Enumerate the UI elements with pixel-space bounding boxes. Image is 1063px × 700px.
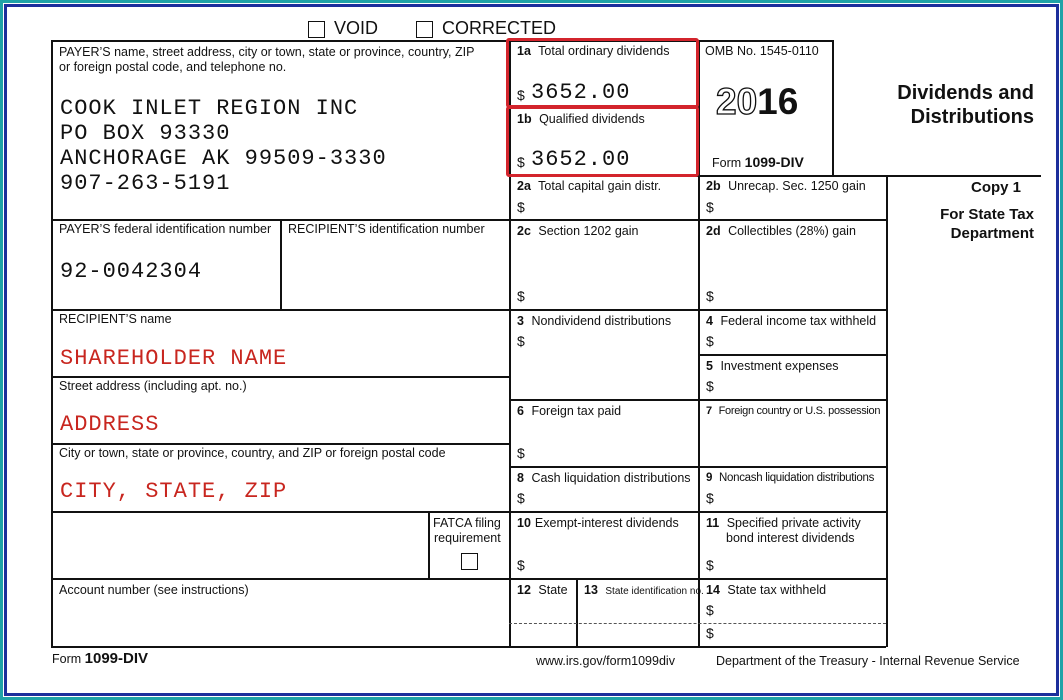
street-address-label: Street address (including apt. no.) [59, 379, 247, 393]
divider-h-511-right [509, 511, 886, 513]
box-14-dollar-1: $ [706, 602, 714, 618]
city-label: City or town, state or province, country, and ZIP or foreign postal code [59, 446, 446, 460]
corrected-label: CORRECTED [442, 18, 557, 38]
fatca-label-line1: FATCA filing [433, 516, 501, 530]
box-3-label: 3 Nondividend distributions [517, 314, 672, 328]
divider-h-399 [509, 399, 886, 401]
recipient-name-label: RECIPIENT’S name [59, 312, 172, 326]
payer-name: COOK INLET REGION INC [60, 96, 359, 121]
payer-label-line1: PAYER’S name, street address, city or town, state or province, country, ZIP [59, 45, 475, 59]
box-1b-highlight [506, 106, 699, 177]
divider-omb-right [832, 40, 834, 175]
form-title-line2: Distributions [910, 106, 1034, 128]
payer-phone: 907-263-5191 [60, 171, 231, 196]
footer-department: Department of the Treasury - Internal Revenue Service [716, 654, 1020, 668]
corrected-checkbox[interactable] [416, 21, 433, 38]
form-top-border [51, 40, 833, 42]
payer-tin-value: 92-0042304 [60, 259, 203, 284]
box-2a-label: 2a Total capital gain distr. [517, 179, 662, 193]
box-1a-highlight [506, 38, 699, 108]
box-5-label: 5 Investment expenses [706, 359, 839, 373]
divider-tin [280, 219, 282, 310]
box-4-label: 4 Federal income tax withheld [706, 314, 877, 328]
divider-12-13 [576, 578, 578, 647]
payer-tin-label: PAYER’S federal identification number [59, 222, 272, 236]
box-6-label: 6 Foreign tax paid [517, 404, 622, 418]
copy-line1: For State Tax [940, 206, 1034, 223]
box-1a-label: 1a Total ordinary dividends [517, 44, 670, 58]
account-label: Account number (see instructions) [59, 583, 249, 597]
box-1a-dollar: $ [517, 87, 525, 103]
fatca-checkbox[interactable] [461, 553, 478, 570]
form-title-line1: Dividends and [897, 82, 1034, 104]
copy-description [940, 205, 1034, 243]
divider-h-376-left [51, 376, 510, 378]
omb-number: OMB No. 1545-0110 [705, 44, 819, 58]
copy-title: Copy 1 [970, 179, 1021, 196]
divider-h-511-left [51, 511, 510, 513]
box-14-dollar-2: $ [706, 625, 714, 641]
box-2d-label: 2d Collectibles (28%) gain [706, 224, 856, 238]
divider-h-219-right [509, 219, 886, 221]
box-10-dollar: $ [517, 557, 525, 573]
form-bottom-border [51, 646, 886, 648]
box-10-label: 10 Exempt-interest dividends [517, 516, 679, 530]
box-3-dollar: $ [517, 333, 525, 349]
divider-h-309-right [509, 309, 886, 311]
box-8-dollar: $ [517, 490, 525, 506]
dashed-divider [509, 623, 886, 624]
city-value: CITY, STATE, ZIP [60, 479, 288, 504]
box-7-label: 7 Foreign country or U.S. possession [706, 405, 881, 417]
divider-h-354 [698, 354, 886, 356]
box-2c-label: 2c Section 1202 gain [517, 224, 639, 238]
box-2d-dollar: $ [706, 288, 714, 304]
void-checkbox[interactable] [308, 21, 325, 38]
box-2c-dollar: $ [517, 288, 525, 304]
box-1a-value: 3652.00 [531, 80, 631, 105]
divider-h-466 [509, 466, 886, 468]
tax-year: 2016 [716, 81, 799, 122]
box-1b-value: 3652.00 [531, 147, 631, 172]
divider-h-309-left [51, 309, 510, 311]
copy-line2: Department [950, 225, 1034, 242]
footer-url[interactable]: www.irs.gov/form1099div [536, 654, 675, 668]
divider-h-443-left [51, 443, 510, 445]
box-14-label: 14 State tax withheld [706, 583, 827, 597]
box-4-dollar: $ [706, 333, 714, 349]
street-address-value: ADDRESS [60, 412, 160, 437]
void-label: VOID [334, 18, 379, 38]
payer-label-line2: or foreign postal code, and telephone no. [59, 60, 287, 74]
box-11-dollar: $ [706, 557, 714, 573]
payer-street: PO BOX 93330 [60, 121, 231, 146]
box-2b-dollar: $ [706, 199, 714, 215]
recipient-tin-label: RECIPIENT’S identification number [288, 222, 485, 236]
payer-city: ANCHORAGE AK 99509-3330 [60, 146, 387, 171]
box-13-label: 13 State identification no. [584, 583, 704, 597]
omb-form-name: Form 1099-DIV [712, 154, 804, 170]
box-9-label: 9 Noncash liquidation distributions [706, 472, 875, 484]
box-12-label: 12 State [517, 583, 568, 597]
divider-fatca [428, 511, 430, 579]
footer-form-name: Form 1099-DIV [52, 650, 149, 667]
box-6-dollar: $ [517, 445, 525, 461]
box-8-label: 8 Cash liquidation distributions [517, 471, 691, 485]
form-left-border [51, 40, 53, 647]
box-2a-dollar: $ [517, 199, 525, 215]
divider-h-578 [51, 578, 886, 580]
form-title [897, 81, 1034, 129]
box-11-label-line1: 11 Specified private activity [706, 516, 861, 530]
box-5-dollar: $ [706, 378, 714, 394]
fatca-label-line2: requirement [434, 531, 501, 545]
box-11-label-line2: bond interest dividends [726, 531, 855, 545]
box-1b-dollar: $ [517, 154, 525, 170]
divider-v3 [886, 175, 888, 647]
box-1b-label: 1b Qualified dividends [517, 112, 645, 126]
box-2b-label: 2b Unrecap. Sec. 1250 gain [706, 179, 866, 193]
box-9-dollar: $ [706, 490, 714, 506]
recipient-name-value: SHAREHOLDER NAME [60, 346, 288, 371]
